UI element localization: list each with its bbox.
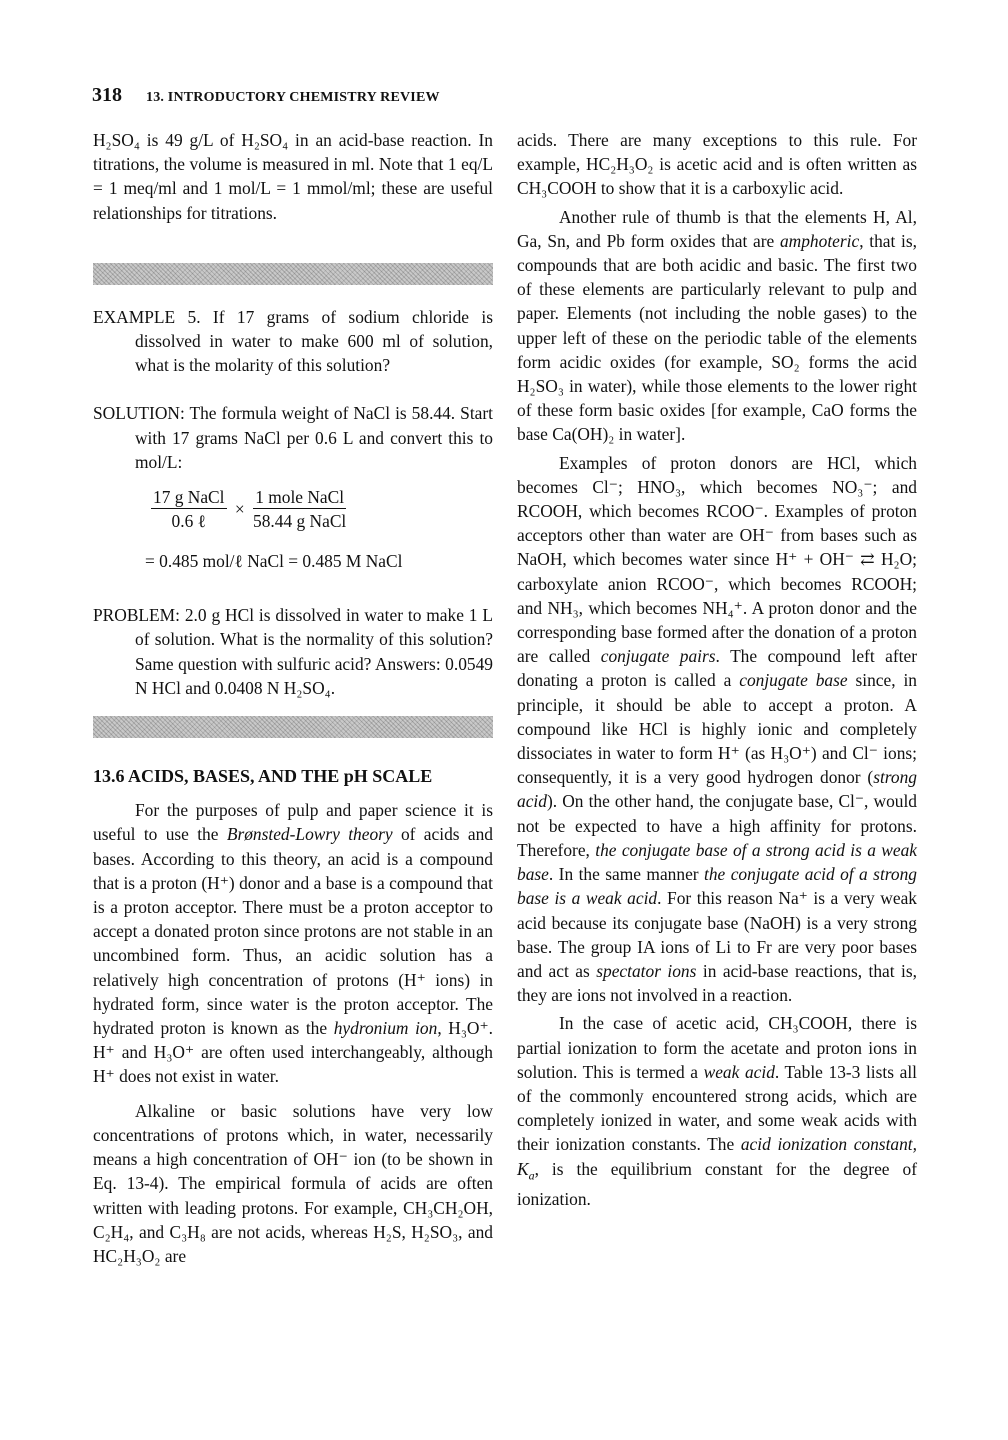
problem: PROBLEM: 2.0 g HCl is dissolved in water to make 1 L of solution. What is the normality of this solution? Same question with sulfuric acid? Answers: 0.0549 N HCl and 0.0408 N H₂SO₄. xyxy=(93,605,493,698)
left-column xyxy=(93,128,493,1268)
rule-conjugate-base: the conjugate base of a strong acid is a weak base xyxy=(517,839,917,885)
bronsted-lowry-paragraph: For the purposes of pulp and paper science it is useful to use the Brønsted-Lowry theory of acids and bases. According to this theory, an acid is a compound that is a proton (H⁺) donor and a base is a compound that is a proton acceptor. There must be a proton acceptor to accept a donated proton since protons are not stable in an uncombined form. Thus, an acidic solution has a relatively high concentration of protons (H⁺ ions) in hydrated form, since water is the proton acceptor. The hydrated proton is known as the hydronium ion, H₃O⁺. H⁺ and H₃O⁺ are often used interchangeably, although H⁺ does not exist in water. xyxy=(93,800,494,1087)
fraction-2-numerator: 1 mole NaCl xyxy=(253,486,346,509)
conversion-equation xyxy=(151,486,493,533)
term-hydronium-ion: hydronium ion xyxy=(333,1018,438,1039)
section-heading: 13.6 ACIDS, BASES, AND THE pH SCALE xyxy=(93,766,433,787)
amphoteric-paragraph: Another rule of thumb is that the elements H, Al, Ga, Sn, and Pb form oxides that are amphoteric, that is, compounds that are both acidic and basic. The first two of these elements are particularly relevant to pulp and paper. Elements (not including the noble gases) to the upper left of these on the periodic table of the elements form acidic oxides (for example, SO₂ forms the acid H₂SO₃ in water), while those elements to the lower right of these form basic oxides [for example, CaO forms the base Ca(OH)₂ in water]. xyxy=(517,206,917,445)
page-number: 318 xyxy=(92,84,122,106)
running-header xyxy=(92,84,440,107)
acetic-acid-paragraph: In the case of acetic acid, CH₃COOH, there is partial ionization to form the acetate and proton ions in solution. This is termed a weak acid. Table 13-3 lists all of the commonly encountered strong acids, which are completely ionized in water, and some weak acids with their ionization constants. The acid ionization constant, $K_a$, is the equilibrium constant for the degree of ionization. xyxy=(517,1013,917,1210)
intro-paragraph: H₂SO₄ is 49 g/L of H₂SO₄ in an acid-base reaction. In titrations, the volume is measured in ml. Note that 1 eq/L = 1 meq/ml and 1 mol/L = 1 mmol/ml; these are useful relationships for titrations. xyxy=(93,130,493,223)
example-bottom-rule xyxy=(93,716,493,738)
term-conjugate-base: conjugate base xyxy=(739,670,848,691)
solution: SOLUTION: The formula weight of NaCl is 58.44. Start with 17 grams NaCl per 0.6 L and convert this to mol/L: xyxy=(93,403,493,472)
term-acid-ionization-constant: acid ionization constant, $K_a$ xyxy=(517,1134,917,1182)
times-sign: × xyxy=(234,499,245,520)
fraction-1 xyxy=(151,486,227,533)
term-spectator-ions: spectator ions xyxy=(596,960,697,981)
term-amphoteric: amphoteric xyxy=(779,230,860,251)
fraction-2 xyxy=(253,486,346,533)
chapter-title: 13. INTRODUCTORY CHEMISTRY REVIEW xyxy=(146,90,440,105)
alkaline-paragraph: Alkaline or basic solutions have very low concentrations of protons which, in water, necessarily means a high concentration of OH⁻ ion (to be shown in Eq. 13-4). The empirical formula of acids are often written with leading protons. For example, CH₃CH₂OH, C₂H₄, and C₃H₈ are not acids, whereas H₂S, H₂SO₃, and HC₂H₃O₂ are xyxy=(93,1100,493,1266)
rule-conjugate-acid: the conjugate acid of a strong base is a weak acid xyxy=(517,864,917,909)
term-conjugate-pairs: conjugate pairs xyxy=(600,646,716,667)
right-column xyxy=(517,128,917,1211)
fraction-1-denominator: 0.6 ℓ xyxy=(171,511,206,532)
term-weak-acid: weak acid xyxy=(703,1061,775,1082)
fraction-2-denominator: 58.44 g NaCl xyxy=(253,511,347,532)
term-bronsted-lowry: Brønsted-Lowry theory xyxy=(226,824,393,845)
acids-continued-paragraph: acids. There are many exceptions to this rule. For example, HC₂H₃O₂ is acetic acid and is often written as CH₃COOH to show that it is a carboxylic acid. xyxy=(517,130,917,199)
equation-result: = 0.485 mol/ℓ NaCl = 0.485 M NaCl xyxy=(145,551,403,572)
example-top-rule xyxy=(93,263,493,285)
fraction-1-numerator: 17 g NaCl xyxy=(153,487,225,508)
proton-donors-paragraph: Examples of proton donors are HCl, which becomes Cl⁻; HNO₃, which becomes NO₃⁻; and RCOOH, which becomes RCOO⁻. Examples of proton acceptors other than water are OH⁻ from bases such as NaOH, which becomes water since H⁺ + OH⁻ ⇄ H₂O; carboxylate anion RCOO⁻, which becomes RCOOH; and NH₃, which becomes NH₄⁺. A proton donor and the corresponding base formed after the donation of a proton are called conjugate pairs. The compound left after donating a proton is called a conjugate base since, in principle, it should be able to accept a proton. A compound like HCl is highly ionic and completely dissociates in water to form H⁺ (as H₃O⁺) and Cl⁻ ions; consequently, it is a very good hydrogen donor (strong acid). On the other hand, the conjugate base, Cl⁻, would not be expected to have a high affinity for protons. Therefore, the conjugate base of a strong acid is a weak base. In the same manner the conjugate acid of a strong base is a weak acid. For this reason Na⁺ is a very weak acid because its conjugate base (NaOH) is a very strong base. The group IA ions of Li to Fr are very poor bases and act as spectator ions in acid-base reactions, that is, they are ions not involved in a reaction. xyxy=(517,452,917,1006)
term-strong-acid: strong acid xyxy=(517,767,917,812)
example-5: EXAMPLE 5. If 17 grams of sodium chloride is dissolved in water to make 600 ml of solution, what is the molarity of this solution? xyxy=(93,306,493,376)
